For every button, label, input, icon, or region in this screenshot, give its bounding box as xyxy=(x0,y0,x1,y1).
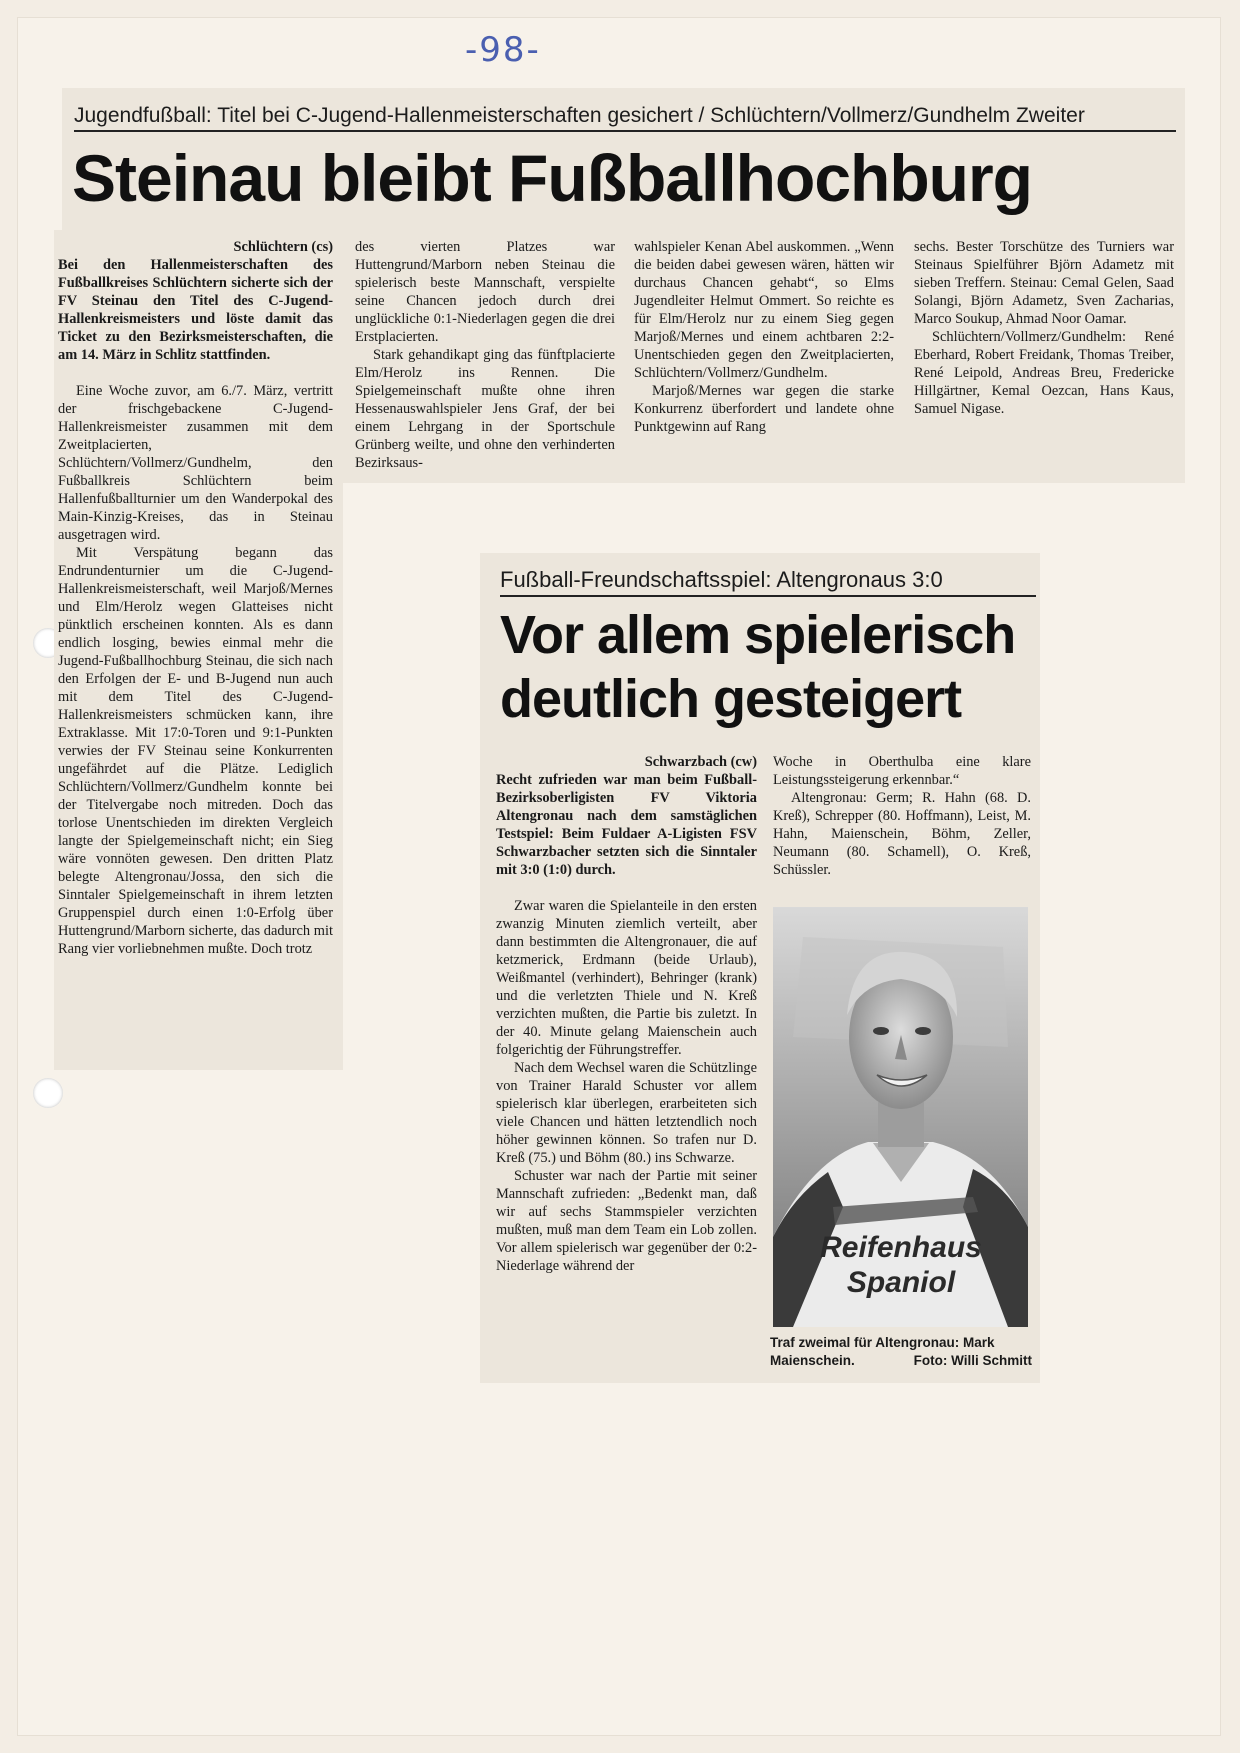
article1-paragraph: Marjoß/Mernes war gegen die starke Konkurrenz überfordert und landete ohne Punktgewinn auf Rang xyxy=(634,383,894,435)
article1-headline: Steinau bleibt Fußballhochburg xyxy=(72,141,1032,215)
photo-caption xyxy=(770,1334,1032,1370)
article2-paragraph: Woche in Oberthulba eine klare Leistungssteigerung erkennbar.“ xyxy=(773,754,1031,788)
article2-paragraph: Nach dem Wechsel waren die Schützlinge von Trainer Harald Schuster vor allem spielerisch klar überlegen, erarbeiteten sich viele Chancen und hätten letztendlich noch höher gewinnen können. So trafen nur D. Kreß (75.) und Böhm (80.) ins Schwarze. xyxy=(496,1060,757,1166)
article1-paragraph: sechs. Bester Torschütze des Turniers war Steinaus Spielführer Björn Adametz mit sieben Treffern. Steinau: Cemal Gelen, Saad Solangi, Björn Adametz, Sven Zacharias, Marco Soukup, Ahmad Noor Oamar. xyxy=(914,239,1174,327)
article2-paragraph: Schuster war nach der Partie mit seiner Mannschaft zufrieden: „Bedenkt man, daß wir auf sechs Stammspieler verzichten mußten, muß man dem Team ein Lob zollen. Vor allem spielerisch war gegenüber der 0:2-Niederlage während der xyxy=(496,1168,757,1274)
shirt-sponsor-line1: Reifenhaus xyxy=(820,1231,982,1264)
article1-lead: Bei den Hallenmeisterschaften des Fußballkreises Schlüchtern sicherte sich der FV Steinau den Titel des C-Jugend-Hallenkreismeisters und löste damit das Ticket zu den Bezirksmeisterschaften, die am 14. März in Schlitz stattfinden. xyxy=(58,257,333,363)
player-portrait-image xyxy=(773,907,1028,1327)
article1-paragraph: Eine Woche zuvor, am 6./7. März, vertritt der frischgebackene C-Jugend-Hallenkreismeister zusammen mit dem Zweitplacierten, Schlüchtern/Vollmerz/Gundhelm, den Fußballkreis Schlüchtern beim Hallenfußballturnier um den Wanderpokal des Main-Kinzig-Kreises, das in Steinau ausgetragen wird. xyxy=(58,383,333,543)
article2-headline xyxy=(500,603,1015,731)
article2-byline: Schwarzbach (cw) xyxy=(644,754,757,770)
article1-column-1 xyxy=(58,238,333,958)
player-photo xyxy=(773,907,1028,1327)
article2-paragraph: Altengronau: Germ; R. Hahn (68. D. Kreß), Schrepper (80. Hoffmann), Leist, M. Hahn, Maienschein, Böhm, Zeller, Neumann (80. Schamell), O. Kreß, Schüssler. xyxy=(773,790,1031,878)
article1-byline: Schlüchtern (cs) xyxy=(233,239,333,255)
page-number: -98- xyxy=(465,30,541,70)
article1-column-4 xyxy=(914,238,1174,418)
punch-hole-bottom xyxy=(33,1078,63,1108)
article1-paragraph: Mit Verspätung begann das Endrundenturnier um die C-Jugend-Hallenkreismeisterschaft, weil Marjoß/Mernes und Elm/Herolz wegen Glatteises nicht pünktlich erscheinen konnten. Als es dann endlich losging, bewies einmal mehr die Jugend-Fußballhochburg Steinau, die sich nach den Erfolgen der E- und B-Jugend nun auch mit dem Titel des C-Jugend-Hallenkreismeisters schmücken kann, ihre Extraklasse. Mit 17:0-Toren und 9:1-Punkten verwies der FV Steinau seine Konkurrenten ungefährdet auf die Plätze. Lediglich Schlüchtern/Vollmerz/Gundhelm konnte bei der Titelvergabe noch mitreden. Doch das torlose Unentschieden im direkten Vergleich langte der Spielgemeinschaft nicht; ein Sieg wäre vonnöten gewesen. Den dritten Platz belegte Altengronau/Jossa, den sich die Sinntaler Spielgemeinschaft in ihrem letzten Gruppenspiel durch einen 1:0-Erfolg über Huttengrund/Marborn sicherte, das dadurch mit Rang vier vorliebnehmen mußte. Doch trotz xyxy=(58,545,333,957)
article1-column-3 xyxy=(634,238,894,436)
article1-paragraph: Stark gehandikapt ging das fünftplacierte Elm/Herolz ins Rennen. Die Spielgemeinschaft mußte ohne ihren Hessenauswahlspieler Jens Graf, der bei einem Lehrgang in der Sportschule Grünberg weilte, und ohne den verhinderten Bezirksaus- xyxy=(355,347,615,471)
photo-credit: Foto: Willi Schmitt xyxy=(913,1353,1032,1368)
article1-paragraph: Schlüchtern/Vollmerz/Gundhelm: René Eberhard, Robert Freidank, Thomas Treiber, René Leipold, Andreas Breu, Fredericke Hillgärtner, Kemal Oezcan, Hans Kaus, Samuel Nigase. xyxy=(914,329,1174,417)
article1-column-2 xyxy=(355,238,615,472)
article1-kicker: Jugendfußball: Titel bei C-Jugend-Hallenmeisterschaften gesichert / Schlüchtern/Vollmerz/Gundhelm Zweiter xyxy=(74,102,1176,132)
caption-text: Traf zweimal für Altengronau: Mark Maienschein. xyxy=(770,1335,995,1368)
shirt-sponsor-line2: Spaniol xyxy=(846,1266,956,1299)
article1-paragraph: wahlspieler Kenan Abel auskommen. „Wenn die beiden dabei gewesen wären, hätten wir durchaus Chancen gehabt“, so Elms Jugendleiter Helmut Ommert. So reichte es für Elm/Herolz nur zu einem Sieg gegen Marjoß/Mernes und einem achtbaren 2:2-Unentschieden gegen den Zweitplacierten, Schlüchtern/Vollmerz/Gundhelm. xyxy=(634,239,894,381)
article1-paragraph: des vierten Platzes war Huttengrund/Marborn neben Steinau die spielerisch beste Mannschaft, verspielte seine Chancen jedoch durch drei unglückliche 0:1-Niederlagen gegen die drei Erstplacierten. xyxy=(355,239,615,345)
article2-headline-line: Vor allem spielerisch xyxy=(500,605,1016,665)
article2-column-1 xyxy=(496,753,757,1275)
article2-kicker: Fußball-Freundschaftsspiel: Altengronaus 3:0 xyxy=(500,565,1036,597)
article2-paragraph: Zwar waren die Spielanteile in den ersten zwanzig Minuten ziemlich verteilt, aber dann bestimmten die Altengronauer, die auf ketzmerick, Erdmann (beide Urlaub), Weißmantel (verhindert), Behringer (krank) und die verletzten Thiele und N. Kreß verzichten mußten, die Partie bis zuletzt. In der 40. Minute gelang Maienschein auch folgerichtig der Führungstreffer. xyxy=(496,898,757,1058)
article2-column-2 xyxy=(773,753,1031,879)
article2-lead: Recht zufrieden war man beim Fußball-Bezirksoberligisten FV Viktoria Altengronau nach dem samstäglichen Testspiel: Beim Fuldaer A-Ligisten FSV Schwarzbacher setzten sich die Sinntaler mit 3:0 (1:0) durch. xyxy=(496,772,757,878)
article2-headline-line: deutlich gesteigert xyxy=(500,669,962,729)
